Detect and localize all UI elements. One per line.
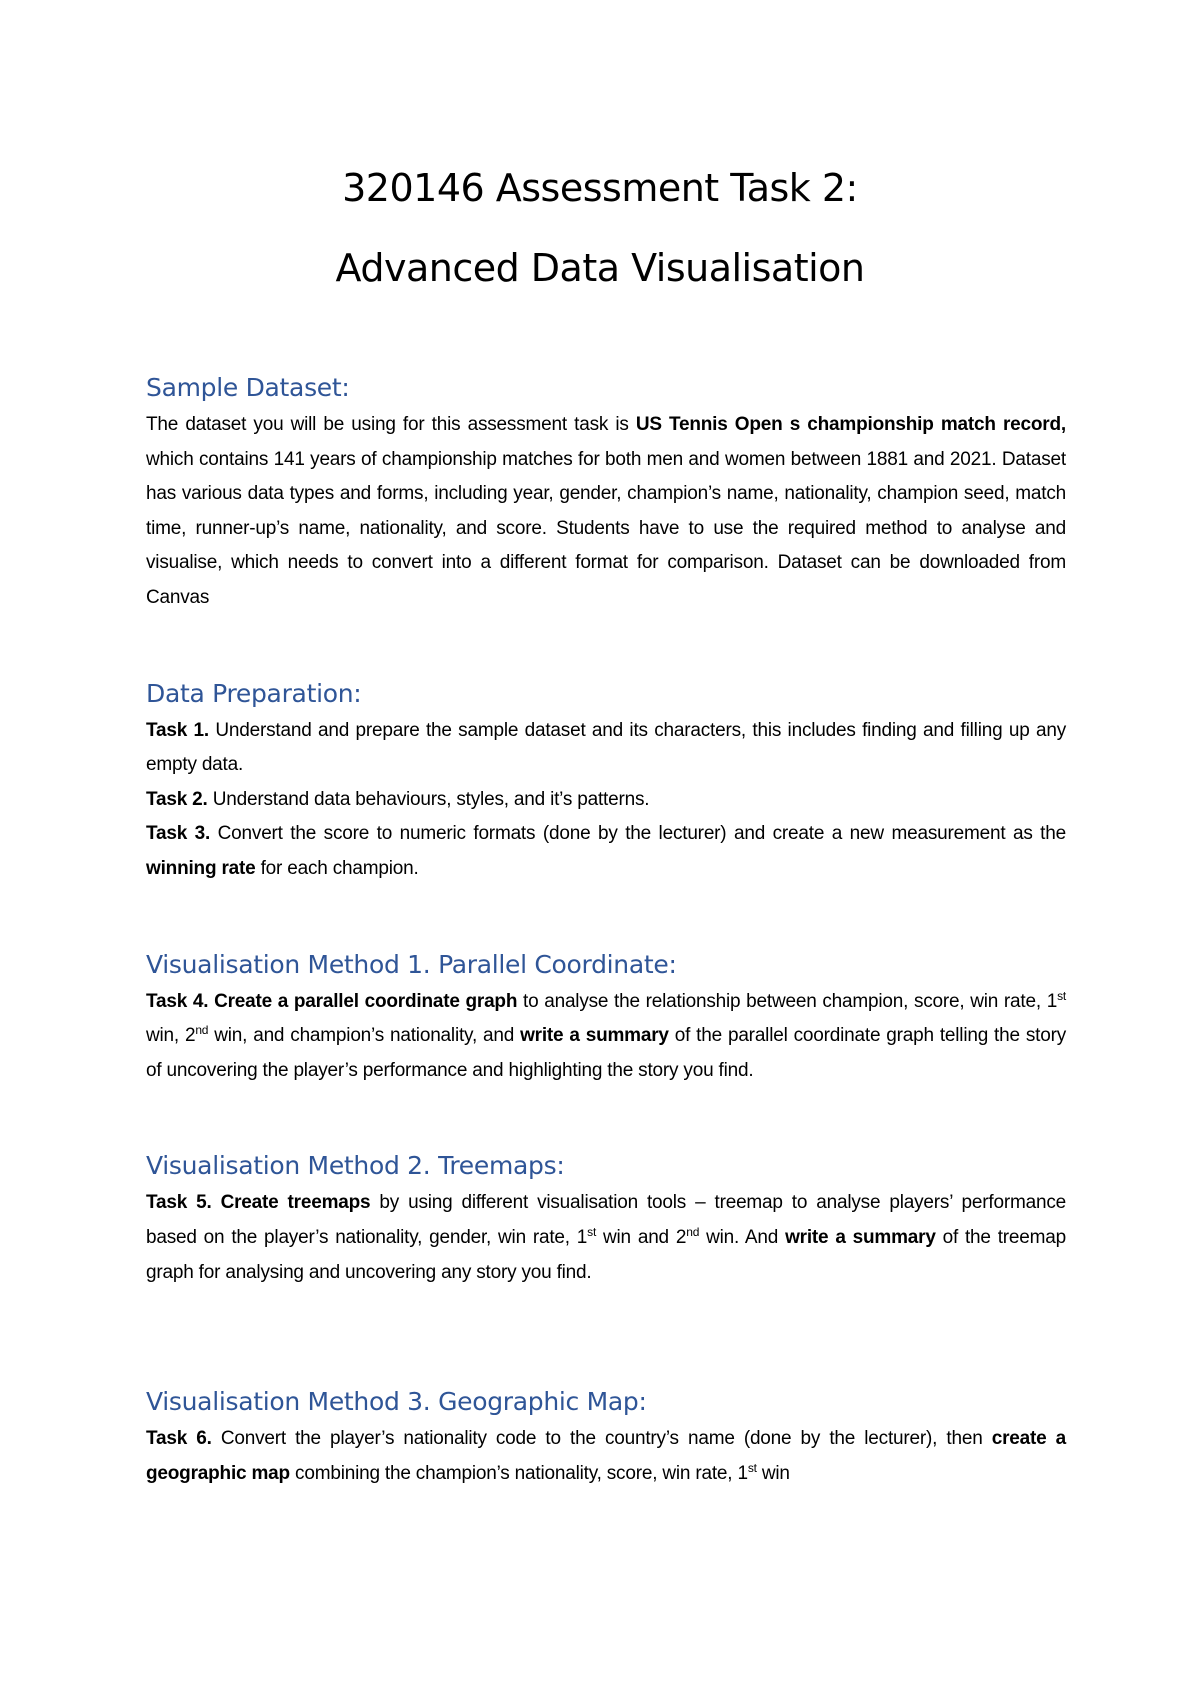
bold-run: Create treemaps (211, 1192, 371, 1214)
document-title (0, 148, 1200, 308)
section-method-3 (146, 1382, 1066, 1491)
text-run: of the parallel coordinate graph telling the story of uncovering the player’s performance and highlighting the story you find. (146, 1025, 1066, 1081)
paragraph-task-1 (146, 714, 1066, 783)
text-run: Convert the player’s nationality code to the country’s name (done by the lecturer), then (211, 1428, 992, 1450)
superscript: nd (195, 1023, 209, 1038)
superscript: st (747, 1460, 757, 1475)
paragraph-task-5 (146, 1186, 1066, 1290)
heading-method-2: Visualisation Method 2. Treemaps: (146, 1151, 565, 1181)
heading-data-preparation: Data Preparation: (146, 678, 362, 708)
paragraph-sample-dataset (146, 408, 1066, 616)
bold-run: US Tennis Open s championship match record, (635, 414, 1066, 435)
bold-run: write a summary (785, 1226, 936, 1248)
bold-run: create a geographic map (146, 1428, 1066, 1484)
heading-method-1: Visualisation Method 1. Parallel Coordinate: (146, 949, 677, 979)
text-run: Understand data behaviours, styles, and it’s patterns. (207, 788, 650, 810)
task-label: Task 1. (146, 719, 209, 741)
text-run: by using different visualisation tools – treemap to analyse players’ performance based on the player’s nationality, gender, win rate, 1 (146, 1192, 1066, 1248)
text-run: combining the champion’s nationality, score, win rate, 1 (289, 1462, 748, 1484)
task-label: Task 3. (146, 823, 211, 845)
text-run: win, 2 (146, 1025, 196, 1047)
bold-run: write a summary (520, 1025, 669, 1047)
task-label: Task 4. (146, 990, 209, 1012)
text-run: of the treemap graph for analysing and uncovering any story you find. (146, 1226, 1066, 1283)
section-method-1 (146, 945, 1066, 1089)
text-run: which contains 141 years of championship matches for both men and women between 1881 and 2021. Dataset has various data types and forms, including year, gender, champion’s name, nationality, champion seed, match time, runner-up’s name, nationality, and score. Students have to use the required method to analyse and visualise, which needs to convert into a different format for comparison. Dataset can be downloaded from Canvas (146, 448, 1066, 608)
text-run: Understand and prepare the sample dataset and its characters, this includes finding and filling up any empty data. (146, 719, 1067, 776)
text-run: The dataset you will be using for this assessment task is (146, 414, 636, 435)
paragraph-task-2 (146, 783, 1066, 818)
heading-sample-dataset: Sample Dataset: (146, 373, 350, 402)
text-run: win. And (699, 1226, 786, 1248)
title-line-1: 320146 Assessment Task 2: (342, 166, 858, 210)
title-line-2: Advanced Data Visualisation (335, 246, 865, 290)
task-label: Task 6. (146, 1428, 212, 1450)
text-run: win and 2 (596, 1226, 687, 1248)
paragraph-task-4 (146, 985, 1066, 1089)
superscript: st (587, 1224, 597, 1239)
section-method-2 (146, 1146, 1066, 1290)
section-sample-dataset (146, 368, 1066, 616)
text-run: win (756, 1462, 790, 1484)
bold-run: Create a parallel coordinate graph (208, 990, 518, 1012)
task-label: Task 5. (146, 1192, 212, 1214)
text-run: Convert the score to numeric formats (done by the lecturer) and create a new measurement as the (210, 823, 1066, 845)
heading-method-3: Visualisation Method 3. Geographic Map: (146, 1387, 647, 1417)
text-run: for each champion. (255, 857, 419, 879)
text-run: win, and champion’s nationality, and (208, 1025, 521, 1047)
bold-run: winning rate (146, 857, 256, 879)
superscript: nd (686, 1224, 700, 1239)
superscript: st (1057, 988, 1067, 1003)
document-body (146, 368, 1066, 1491)
text-run: to analyse the relationship between champion, score, win rate, 1 (517, 990, 1058, 1012)
paragraph-task-6 (146, 1422, 1066, 1491)
paragraph-task-3 (146, 817, 1066, 886)
section-data-preparation (146, 674, 1066, 887)
task-label: Task 2. (146, 788, 208, 810)
